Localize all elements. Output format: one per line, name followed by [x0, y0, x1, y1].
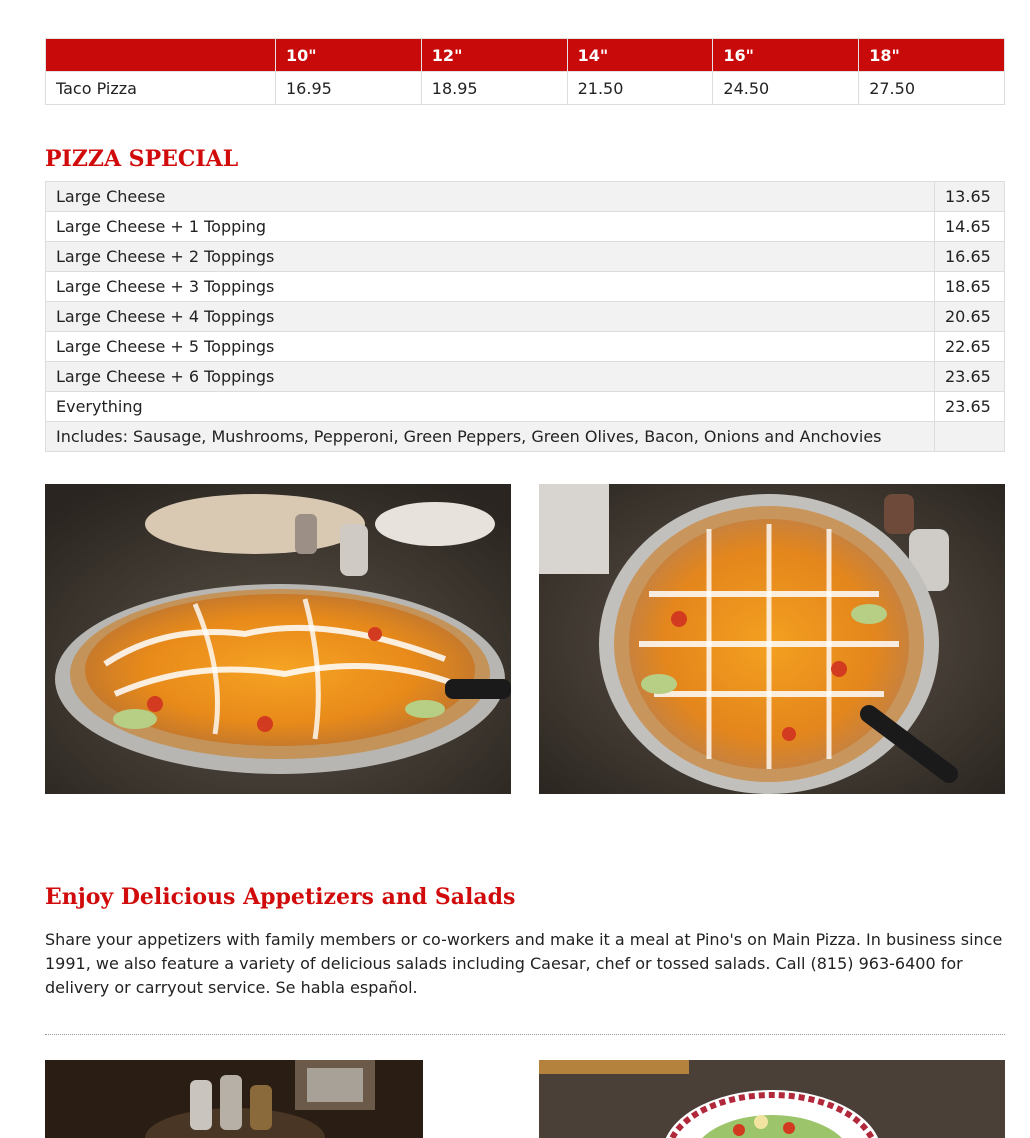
table-row	[46, 182, 1005, 212]
table-row	[46, 362, 1005, 392]
table-row	[46, 422, 1005, 452]
special-price: 13.65	[935, 182, 1005, 212]
special-price: 20.65	[935, 302, 1005, 332]
price-14-inch: 21.50	[567, 72, 713, 105]
special-item: Large Cheese + 2 Toppings	[46, 242, 935, 272]
special-price: 23.65	[935, 392, 1005, 422]
header-18-inch: 18"	[859, 39, 1005, 72]
appetizers-heading: Enjoy Delicious Appetizers and Salads	[45, 884, 516, 910]
special-item: Large Cheese + 5 Toppings	[46, 332, 935, 362]
taco-pizza-photo	[45, 484, 511, 794]
special-price: 23.65	[935, 362, 1005, 392]
price-16-inch: 24.50	[713, 72, 859, 105]
price-10-inch: 16.95	[276, 72, 422, 105]
special-price: 18.65	[935, 272, 1005, 302]
header-10-inch: 10"	[276, 39, 422, 72]
salad-photo	[539, 1060, 1005, 1138]
special-price	[935, 422, 1005, 452]
table-row	[46, 242, 1005, 272]
table-row	[46, 302, 1005, 332]
table-row	[46, 332, 1005, 362]
item-name: Taco Pizza	[46, 72, 276, 105]
special-item: Large Cheese + 6 Toppings	[46, 362, 935, 392]
special-item: Large Cheese + 1 Topping	[46, 212, 935, 242]
special-price: 14.65	[935, 212, 1005, 242]
pizza-special-table	[45, 181, 1005, 452]
taco-pizza-price-table	[45, 38, 1005, 105]
header-16-inch: 16"	[713, 39, 859, 72]
special-price: 16.65	[935, 242, 1005, 272]
table-row	[46, 272, 1005, 302]
special-item: Everything	[46, 392, 935, 422]
special-item: Large Cheese	[46, 182, 935, 212]
size-header-row	[46, 39, 1005, 72]
appetizer-photo	[45, 1060, 423, 1138]
special-item: Large Cheese + 4 Toppings	[46, 302, 935, 332]
taco-pizza-top-view-photo	[539, 484, 1005, 794]
special-item: Large Cheese + 3 Toppings	[46, 272, 935, 302]
appetizers-description: Share your appetizers with family members or co-workers and make it a meal at Pino's on Main Pizza. In business since 1991, we also feature a variety of delicious salads including Caesar, chef or tossed salads. Call (815) 963-6400 for delivery or carryout service. Se habla español.	[45, 930, 1003, 997]
section-divider	[45, 1034, 1005, 1035]
pizza-special-heading: PIZZA SPECIAL	[45, 146, 239, 172]
special-price: 22.65	[935, 332, 1005, 362]
price-12-inch: 18.95	[421, 72, 567, 105]
price-18-inch: 27.50	[859, 72, 1005, 105]
table-row	[46, 212, 1005, 242]
special-item: Includes: Sausage, Mushrooms, Pepperoni, Green Peppers, Green Olives, Bacon, Onions and Anchovies	[46, 422, 935, 452]
table-row	[46, 392, 1005, 422]
header-12-inch: 12"	[421, 39, 567, 72]
table-row	[46, 72, 1005, 105]
header-empty	[46, 39, 276, 72]
header-14-inch: 14"	[567, 39, 713, 72]
